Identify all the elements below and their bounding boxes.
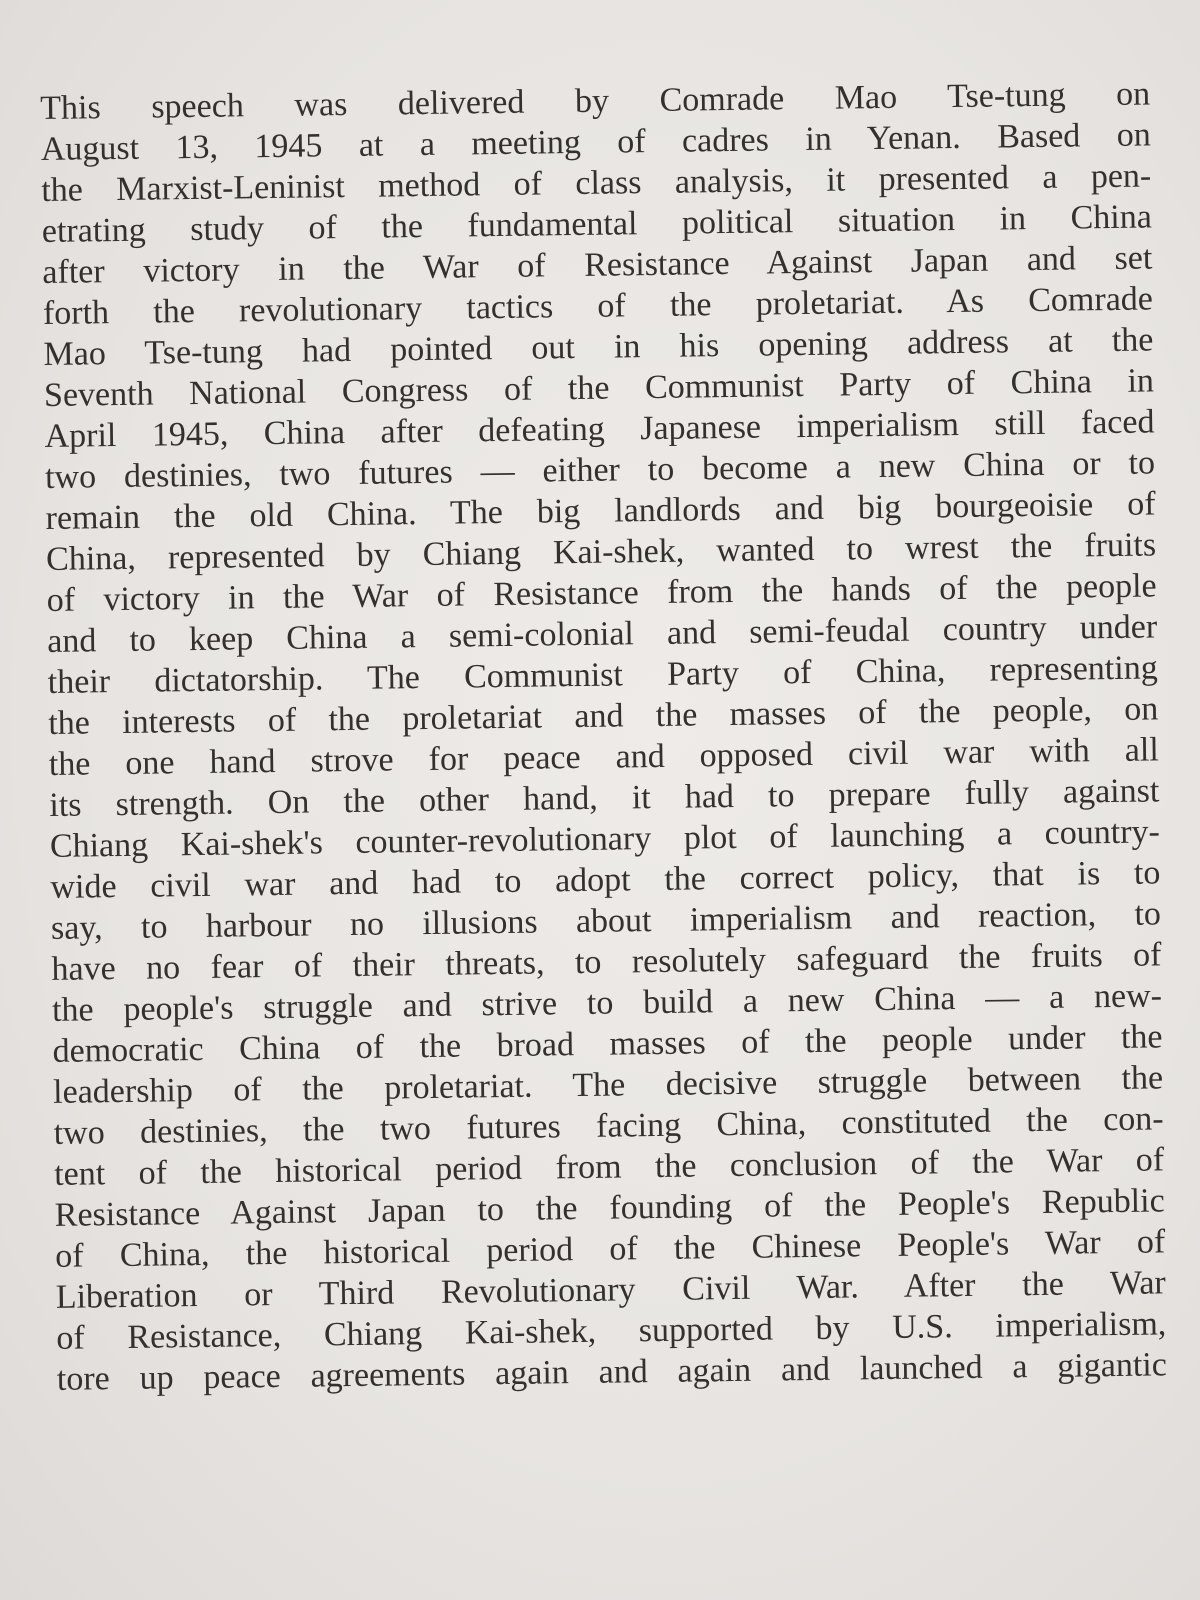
text-line: etrating study of the fundamental political situation in China — [41, 198, 1153, 250]
text-line: the Marxist-Leninist method of class analysis, it presented a pen- — [41, 157, 1152, 209]
text-line: the one hand strove for peace and opposed civil war with all — [48, 731, 1160, 783]
text-line: wide civil war and had to adopt the correct policy, that is to — [50, 854, 1161, 906]
text-line: tore up peace agreements again and again and launched a gigantic — [56, 1346, 1168, 1398]
text-line: after victory in the War of Resistance Against Japan and set — [42, 239, 1153, 291]
text-line: of China, the historical period of the Chinese People's War of — [55, 1223, 1166, 1275]
text-line: August 13, 1945 at a meeting of cadres in Yenan. Based on — [40, 116, 1151, 168]
text-line: the people's struggle and strive to build a new China — a new- — [51, 977, 1163, 1029]
text-line: two destinies, the two futures facing China, constituted the con- — [53, 1100, 1164, 1152]
text-line: forth the revolutionary tactics of the proletariat. As Comrade — [42, 280, 1154, 332]
text-line: of Resistance, Chiang Kai-shek, supported by U.S. imperialism, — [56, 1305, 1167, 1357]
text-line: Liberation or Third Revolutionary Civil War. After the War — [55, 1264, 1166, 1316]
text-line: democratic China of the broad masses of the people under the — [52, 1018, 1163, 1070]
text-line: Mao Tse-tung had pointed out in his opening address at the — [43, 321, 1154, 373]
body-paragraph — [40, 73, 1167, 1399]
text-line: two destinies, two futures — either to become a new China or to — [44, 444, 1156, 496]
text-line: of victory in the War of Resistance from the hands of the people — [46, 567, 1157, 619]
text-line: the interests of the proletariat and the masses of the people, on — [48, 690, 1159, 742]
text-line: its strength. On the other hand, it had to prepare fully against — [49, 772, 1160, 824]
text-line: remain the old China. The big landlords and big bourgeoisie of — [45, 485, 1156, 537]
text-line: have no fear of their threats, to resolutely safeguard the fruits of — [51, 936, 1162, 988]
text-line: Chiang Kai-shek's counter-revolutionary plot of launching a country- — [49, 813, 1161, 865]
text-line: say, to harbour no illusions about imperialism and reaction, to — [50, 895, 1162, 947]
text-line: their dictatorship. The Communist Party of China, representing — [47, 649, 1158, 701]
text-line: April 1945, China after defeating Japanese imperialism still faced — [44, 403, 1155, 455]
text-line: leadership of the proletariat. The decisive struggle between the — [52, 1059, 1164, 1111]
text-line: This speech was delivered by Comrade Mao Tse-tung on — [40, 75, 1151, 127]
text-line: Seventh National Congress of the Communist Party of China in — [43, 362, 1155, 414]
text-line: and to keep China a semi-colonial and semi-feudal country under — [47, 608, 1158, 660]
text-line: tent of the historical period from the conclusion of the War of — [53, 1141, 1165, 1193]
text-line: Resistance Against Japan to the founding of the People's Republic — [54, 1182, 1165, 1234]
text-line: China, represented by Chiang Kai-shek, wanted to wrest the fruits — [45, 526, 1157, 578]
